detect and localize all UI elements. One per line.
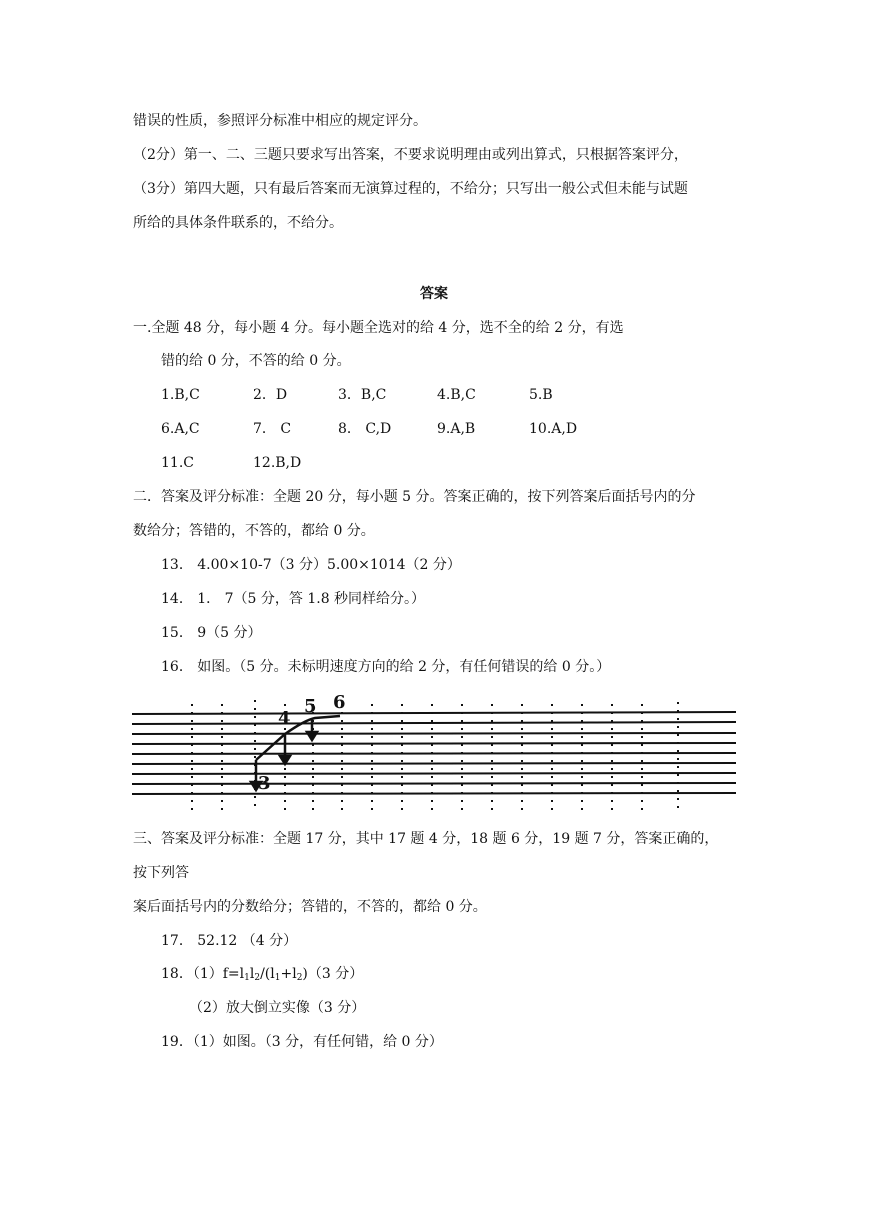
formula-part: f=l — [222, 966, 245, 982]
section2-intro: 二．答案及评分标准：全题 20 分，每小题 5 分。答案正确的，按下列答案后面括号内的分 — [133, 489, 696, 505]
answer-13: 13． 4.00×10-7（3 分）5.00×1014（2 分） — [161, 557, 461, 573]
answer-item: 3．B,C — [338, 387, 387, 403]
answer-14: 14． 1． 7（5 分，答 1.8 秒同样给分。） — [161, 591, 426, 607]
answer-heading: 答案 — [420, 286, 448, 302]
section2-intro-cont: 数给分；答错的，不答的，都给 0 分。 — [133, 523, 375, 539]
section1-intro-cont: 错的给 0 分，不答的给 0 分。 — [161, 353, 351, 369]
point-label-3: 3 — [258, 773, 271, 794]
formula-part: +l — [280, 966, 297, 982]
answer-15: 15． 9（5 分） — [161, 625, 262, 641]
answer-item: 4.B,C — [437, 387, 476, 403]
section1-intro: 一.全题 48 分，每小题 4 分。每小题全选对的给 4 分，选不全的给 2 分，有选 — [133, 320, 624, 336]
answer-item: 12.B,D — [253, 455, 302, 471]
answer-item: 10.A,D — [529, 421, 578, 437]
formula-part: l — [249, 966, 255, 982]
rule-line-4: 所给的具体条件联系的，不给分。 — [133, 215, 343, 231]
section3-intro-cont-2: 案后面括号内的分数给分；答错的，不答的，都给 0 分。 — [133, 899, 487, 915]
section3-intro-cont: 按下列答 — [133, 865, 189, 881]
rule-line-1: 错误的性质，参照评分标准中相应的规定评分。 — [133, 113, 427, 129]
formula-sub: 1 — [274, 973, 281, 983]
answer-item: 8． C,D — [338, 421, 392, 437]
lens-formula — [223, 966, 308, 982]
answer-19-1: 19．（1）如图。（3 分，有任何错，给 0 分） — [161, 1034, 443, 1050]
point-label-5: 5 — [304, 696, 317, 717]
formula-sub: 2 — [254, 973, 261, 983]
formula-sub: 2 — [296, 973, 303, 983]
answer-item: 11.C — [161, 455, 194, 471]
answer-item: 9.A,B — [437, 421, 476, 437]
formula-part: /(l — [260, 966, 275, 982]
answer-item: 5.B — [529, 387, 553, 403]
section3-intro: 三、答案及评分标准：全题 17 分，其中 17 题 4 分，18 题 6 分，19 题 7 分，答案正确的， — [133, 831, 719, 847]
answer-item: 6.A,C — [161, 421, 200, 437]
rule-line-3: （3分）第四大题，只有最后答案而无演算过程的，不给分；只写出一般公式但未能与试题 — [133, 181, 688, 197]
answer-18-2: （2）放大倒立实像（3 分） — [189, 1000, 366, 1016]
answer-item: 1.B,C — [161, 387, 200, 403]
answer-18-1 — [161, 964, 363, 988]
point-label-4: 4 — [278, 708, 291, 729]
rule-line-2: （2分）第一、二、三题只要求写出答案，不要求说明理由或列出算式，只根据答案评分， — [133, 147, 688, 163]
answer-18-score: （3 分） — [307, 966, 364, 982]
answer-18-prefix: 18．（1） — [161, 966, 223, 982]
formula-sub: 1 — [244, 973, 250, 983]
answer-16: 16． 如图。（5 分。未标明速度方向的给 2 分，有任何错误的给 0 分。） — [161, 659, 611, 675]
answer-item: 2．D — [253, 387, 288, 403]
point-label-6: 6 — [333, 692, 346, 713]
answer-17: 17． 52.12 （4 分） — [161, 933, 298, 949]
formula-part: ) — [302, 966, 308, 982]
q16-trajectory-figure — [130, 686, 740, 816]
answer-item: 7． C — [253, 421, 292, 437]
